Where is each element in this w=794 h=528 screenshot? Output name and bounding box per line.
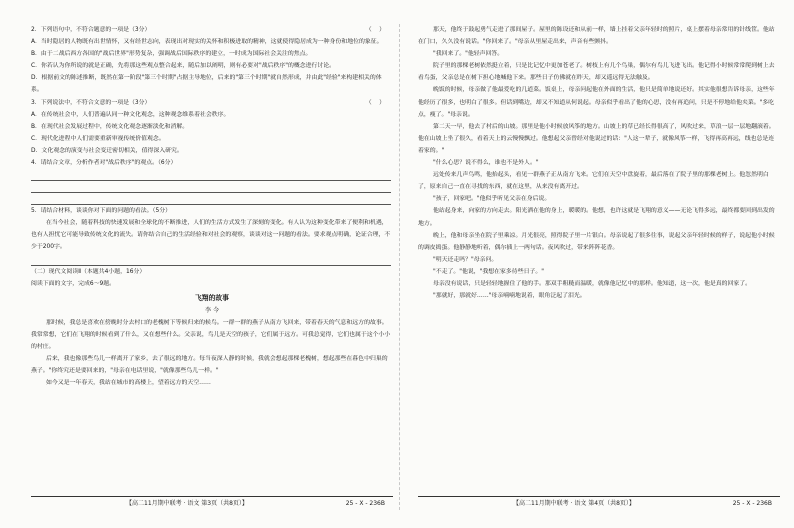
footer-code: 25 - X - 236B <box>732 500 772 507</box>
option-a: A．当时隐居的人物既有出世情怀，又有经世志向，表现出对现实的关怀和积极进取的精神，这就使得隐居成为一种身份和地位的象征。 <box>31 39 383 46</box>
option-d: D．文化观念的演变与社会变迁密切相关，值得深入研究。 <box>31 147 183 154</box>
story-paragraph: 后来，我也像那些鸟儿一样离开了家乡，去了很远的地方。每当夜深人静的时候，我就会想起那棵老槐树，想起那些在暮色中归巢的燕子。"你终究还是要回来的，"母亲在电话里说，"就像那些鸟儿一样。" <box>31 355 388 375</box>
story-paragraph: 那时候，我总是喜欢在傍晚时分去村口的老槐树下等候归来的候鸟。一群一群的燕子从南方飞回来，带着春天的气息和远方的故事。我常常想，它们在飞翔的时候看到了什么，又在想些什么。父亲说，鸟儿是天空的孩子，它们属于远方。可我总觉得，它们也属于这个小小的村庄。 <box>31 319 391 350</box>
section-instruction: 阅读下面的文字，完成6～9题。 <box>31 280 116 287</box>
option-c: C．你若认为你所说的就是正确，先将那这些观点整合起来，随后加以阐明，则有必要对"战后秩序"的概念进行讨论。 <box>31 63 336 70</box>
page-left <box>31 24 393 510</box>
option-c: C．现代化进程中人们需要重新审视传统价值观念。 <box>31 135 165 142</box>
answer-paren: （ ） <box>365 99 385 106</box>
option-b: B．在现代社会发展过程中，传统文化观念逐渐淡化和消解。 <box>31 123 189 130</box>
page-spine <box>399 24 400 510</box>
question-2 <box>31 24 393 36</box>
option-a: A．在传统社会中，人们普遍认同一种文化观念，这种观念维系着社会秩序。 <box>31 111 230 118</box>
footer-page-info: 【高二11月期中联考 · 语文 第3页（共8页）】 <box>126 500 248 507</box>
answer-paren: （ ） <box>365 27 385 33</box>
question-4: 4．请结合文章，分析作者对"战后秩序"的观点。（6分） <box>31 160 177 167</box>
answer-line <box>31 169 391 181</box>
footer-right <box>418 496 780 510</box>
story-author: 李 今 <box>205 306 219 314</box>
question-5-material: 在当今社会，随着科技的快速发展和全球化的不断推进，人们的生活方式发生了深刻的变化。有人认为这种变化带来了便利和机遇，也有人担忧它可能导致传统文化的流失。请你结合自己的生活经验和对社会的观察，谈谈对这一问题的看法。要求观点明确，论证合理，不少于200字。 <box>31 220 391 251</box>
footer-page-info: 【高二11月期中联考 · 语文 第4页（共8页）】 <box>513 500 635 507</box>
footer-code: 25 - X - 236B <box>345 500 385 507</box>
story-paragraph: 如今又是一年春天，我站在城市的高楼上，望着远方的天空…… <box>31 380 211 387</box>
option-b: B．由于二战后西方各国的"战后世界"形势复杂，强调战后国际秩序的建立，一时成为国际社会关注的焦点。 <box>31 51 312 58</box>
question-3 <box>31 97 393 109</box>
story-title: 飞翔的故事 <box>195 293 229 302</box>
story-continued: 那天，他终于鼓起勇气走进了那间屋子。屋里的陈设还和从前一样，墙上挂着父亲年轻时的照片，桌上摆着母亲常用的针线筐。他站在门口，久久没有说话。"你回来了。"母亲从里屋走出来，声音有些颤抖。 "我回来了。"他轻声回答。 院子里的那棵老树依然挺立着，只是比记忆中更加苍老了。树枝上有几个鸟巢，偶尔有鸟儿飞进飞出。他记得小时候常常爬到树上去看鸟蛋，父亲总是在树下担心地喊他下来。那些日子仿佛就在昨天，却又遥远得无法触及。 晚饭的时候，母亲做了他最爱吃的几道菜。饭桌上，母亲问起他在外面的生活，他只是简单地说还好。其实他很想告诉母亲，这些年他经历了很多，也明白了很多。但话到嘴边，却又不知道从何说起。母亲似乎看出了他的心思，没有再追问，只是不停地给他夹菜。"多吃点，瘦了。"母亲说。 第二天一早，他去了村后的山坡。那里是他小时候放风筝的地方。山坡上的草已经长得很高了，风吹过来，草浪一层一层地翻滚着。他在山坡上坐了很久，看着天上的云慢慢飘过。他想起父亲曾经对他说过的话："人这一辈子，就像风筝一样，飞得再高再远，线也总是连着家的。" "什么心思？说不得么，谁也不是外人。" 远处传来几声鸟鸣，他抬起头，看见一群燕子正从南方飞来。它们在天空中盘旋着，最后落在了院子里的那棵老树上。他忽然明白了，原来自己一直在寻找的东西，就在这里，从来没有离开过。 "孩子，回家吧。"他似乎听见父亲在身后说。 他站起身来，向家的方向走去。阳光洒在他的身上，暖暖的。他想，也许这就是飞翔的意义——无论飞得多远，最终都要回到出发的地方。 晚上，他和母亲坐在院子里乘凉。月光很亮，照得院子里一片银白。母亲说起了很多往事，说起父亲年轻时候的样子，说起他小时候的调皮捣蛋。他静静地听着，偶尔插上一两句话。夜风吹过，带来阵阵花香。 "明天还走吗？"母亲问。 "不走了。"他说，"我想在家多待些日子。" 母亲没有说话，只是轻轻地握住了他的手。那双手粗糙而温暖，就像他记忆中的那样。他知道，这一次，他是真的回家了。 "那就好，那就好……"母亲喃喃地说着，眼角泛起了泪光。 <box>418 27 775 300</box>
option-d: D．根据前文的陈述推断，既然在第一阶段"第三个时期"占据主导地位，后来的"第三个时期"就自然形成，并由此"经验"来构建相关的体系。 <box>31 75 382 94</box>
page-right <box>418 24 780 510</box>
question-5: 5．请结合材料，谈谈你对下面的问题的看法。（5分） <box>31 208 172 215</box>
question-2-stem: 2．下列语句中，不符合题意的一项是（3分） <box>31 27 151 33</box>
question-3-stem: 3．下列说法中，不符合文意的一项是（3分） <box>31 99 151 106</box>
footer-left <box>31 496 393 510</box>
answer-line <box>31 254 391 266</box>
answer-line <box>31 181 391 193</box>
section-heading: （二）现代文阅读Ⅱ（本题共4小题，16分） <box>31 268 146 275</box>
answer-line <box>31 193 391 205</box>
